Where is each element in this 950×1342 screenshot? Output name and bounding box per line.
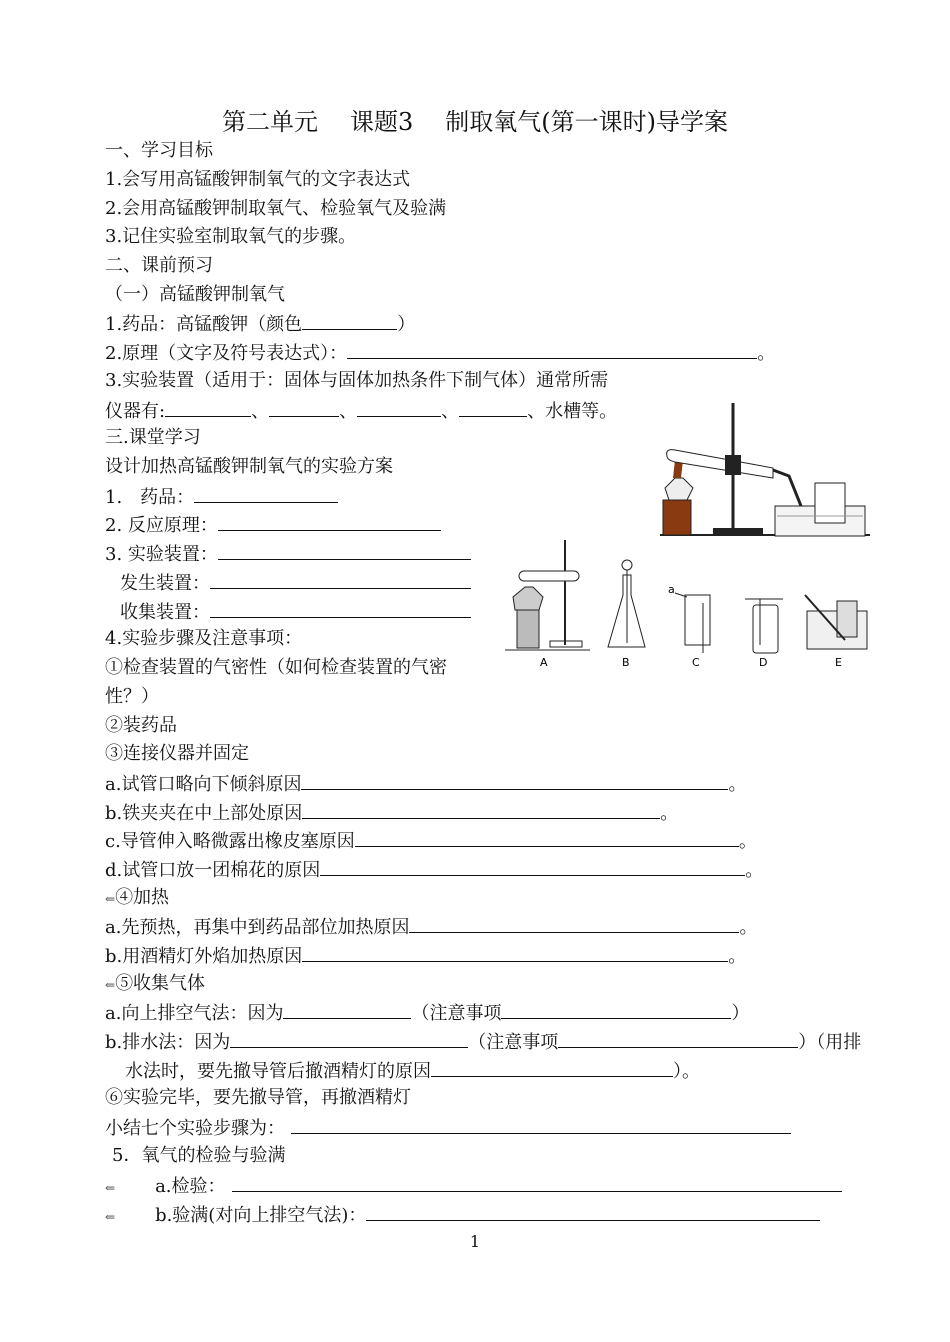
apparatus-a: [505, 540, 590, 650]
answer-blank[interactable]: [269, 398, 339, 417]
question-line: [105, 1000, 749, 1026]
question-line: [105, 1202, 820, 1229]
text-line: [105, 972, 205, 997]
text: c.导管伸入略微露出橡皮塞原因: [105, 831, 355, 852]
text: ）（用排: [798, 1032, 862, 1053]
answer-blank[interactable]: [320, 857, 745, 876]
oxygen-preparation-apparatus-illustration: [655, 398, 875, 543]
format-mark: ⇐: [105, 978, 116, 992]
text: （注意事项: [468, 1032, 559, 1053]
answer-blank[interactable]: [501, 1000, 731, 1019]
text: b.验满(对向上排空气法)：: [155, 1205, 367, 1226]
title-topic: 制取氧气(第一课时)导学案: [445, 108, 728, 136]
question-line: [105, 1115, 791, 1141]
answer-blank[interactable]: [347, 340, 757, 359]
text: 收集装置：: [120, 602, 210, 623]
objective-item: 1.会写用高锰酸钾制氧气的文字表达式: [105, 169, 411, 190]
apparatus-c: [675, 593, 710, 653]
answer-blank[interactable]: [431, 1058, 673, 1077]
text: 3. 实验装置：: [105, 544, 218, 565]
page-number: 1: [469, 1232, 481, 1251]
answer-blank[interactable]: [218, 541, 471, 560]
text-line: ①检查装置的气密性（如何检查装置的气密: [105, 657, 447, 678]
text-line: 4.实验步骤及注意事项：: [105, 628, 303, 649]
text: 。: [738, 831, 757, 852]
answer-blank[interactable]: [366, 1202, 820, 1221]
question-line: [105, 828, 757, 854]
format-mark: ⇐: [105, 892, 116, 906]
text: 2. 反应原理：: [105, 515, 218, 536]
answer-blank[interactable]: [558, 1029, 798, 1048]
answer-blank[interactable]: [302, 311, 397, 330]
answer-blank[interactable]: [165, 398, 251, 417]
question-line: [105, 857, 763, 883]
page-title: [0, 107, 950, 137]
format-mark: ⇐: [105, 1210, 116, 1224]
label-c: C: [692, 656, 700, 669]
text: （注意事项: [411, 1003, 502, 1024]
answer-blank[interactable]: [459, 398, 527, 417]
text: a.试管口略向下倾斜原因: [105, 774, 302, 795]
text: 水法时，要先撤导管后撤酒精灯的原因: [125, 1061, 431, 1082]
text: 。: [728, 946, 747, 967]
text: 2.原理（文字及符号表达式）：: [105, 343, 348, 364]
format-mark: ⇐: [105, 1181, 116, 1195]
text: a.向上排空气法：因为: [105, 1003, 284, 1024]
text: ④加热: [115, 887, 170, 908]
question-line: 3.实验装置（适用于：固体与固体加热条件下制气体）通常所需: [105, 370, 609, 391]
answer-blank[interactable]: [232, 1173, 842, 1192]
answer-blank[interactable]: [301, 771, 728, 790]
text: ⑤收集气体: [115, 973, 206, 994]
answer-blank[interactable]: [218, 512, 441, 531]
text-line: [105, 886, 169, 911]
answer-blank[interactable]: [194, 484, 338, 503]
text: 1.药品：高锰酸钾（颜色: [105, 314, 303, 335]
text: b.铁夹夹在中上部处原因: [105, 803, 303, 824]
section-heading: 三.课堂学习: [105, 427, 201, 448]
subsection-heading: （一）高锰酸钾制氧气: [105, 284, 285, 305]
question-line: [105, 311, 415, 337]
text: a.检验：: [155, 1176, 226, 1197]
question-line: [105, 398, 617, 424]
text: 。: [757, 343, 776, 364]
text: 1. 药品：: [105, 487, 195, 508]
section-heading: 二、课前预习: [105, 255, 213, 276]
label-d: D: [759, 656, 768, 669]
text: 、: [251, 401, 270, 422]
text: ）。: [673, 1061, 700, 1082]
question-line: [105, 943, 746, 969]
text: b.用酒精灯外焰加热原因: [105, 946, 303, 967]
apparatus-options-illustration: [505, 535, 875, 670]
text: ）: [397, 314, 416, 335]
label-e: E: [835, 656, 842, 669]
text: ）: [731, 1003, 750, 1024]
text: 。: [745, 860, 764, 881]
text: 。: [728, 774, 747, 795]
title-lesson: 课题3: [349, 108, 414, 136]
answer-blank[interactable]: [230, 1029, 468, 1048]
text: a.先预热，再集中到药品部位加热原因: [105, 917, 410, 938]
text-line: 性？）: [105, 686, 159, 707]
apparatus-b: [608, 560, 645, 647]
answer-blank[interactable]: [302, 943, 728, 962]
question-line: [105, 914, 757, 940]
question-line: [120, 570, 471, 596]
text-line: ②装药品: [105, 715, 177, 736]
title-unit: 第二单元: [221, 108, 318, 136]
text: d.试管口放一团棉花的原因: [105, 860, 321, 881]
text-line: 5．氧气的检验与验满: [112, 1145, 286, 1166]
question-line: [105, 541, 471, 567]
text: b.排水法：因为: [105, 1032, 231, 1053]
text-line: 设计加热高锰酸钾制氧气的实验方案: [105, 456, 393, 477]
question-line: [120, 599, 471, 625]
question-line: [105, 1029, 861, 1055]
answer-blank[interactable]: [291, 1115, 791, 1134]
question-line: [105, 771, 746, 797]
answer-blank[interactable]: [409, 914, 739, 933]
label-b: B: [622, 656, 630, 669]
text-line: ⑥实验完毕，要先撤导管，再撤酒精灯: [105, 1087, 411, 1108]
objective-item: 3.记住实验室制取氧气的步骤。: [105, 226, 357, 247]
text: 。: [660, 803, 679, 824]
text: 小结七个实验步骤为：: [105, 1118, 285, 1139]
question-line: [125, 1058, 700, 1084]
text: 、: [339, 401, 358, 422]
text: 仪器有:: [105, 401, 166, 422]
text: 、水槽等。: [527, 401, 618, 422]
answer-blank[interactable]: [357, 398, 441, 417]
answer-blank[interactable]: [210, 570, 471, 589]
label-port-a: a: [668, 583, 675, 596]
question-line: [105, 340, 775, 366]
text: 、: [441, 401, 460, 422]
text: 发生装置：: [120, 573, 210, 594]
label-a: A: [540, 656, 548, 669]
answer-blank[interactable]: [302, 800, 660, 819]
text: 。: [739, 917, 758, 938]
apparatus-e: [805, 595, 867, 649]
answer-blank[interactable]: [210, 599, 471, 618]
apparatus-d: [745, 599, 783, 653]
question-line: [105, 800, 678, 826]
answer-blank[interactable]: [355, 828, 739, 847]
answer-blank[interactable]: [283, 1000, 411, 1019]
question-line: [105, 512, 441, 538]
text-line: ③连接仪器并固定: [105, 743, 249, 764]
section-heading: 一、学习目标: [105, 140, 213, 161]
question-line: [105, 1173, 842, 1200]
objective-item: 2.会用高锰酸钾制取氧气、检验氧气及验满: [105, 198, 447, 219]
question-line: [105, 484, 338, 510]
